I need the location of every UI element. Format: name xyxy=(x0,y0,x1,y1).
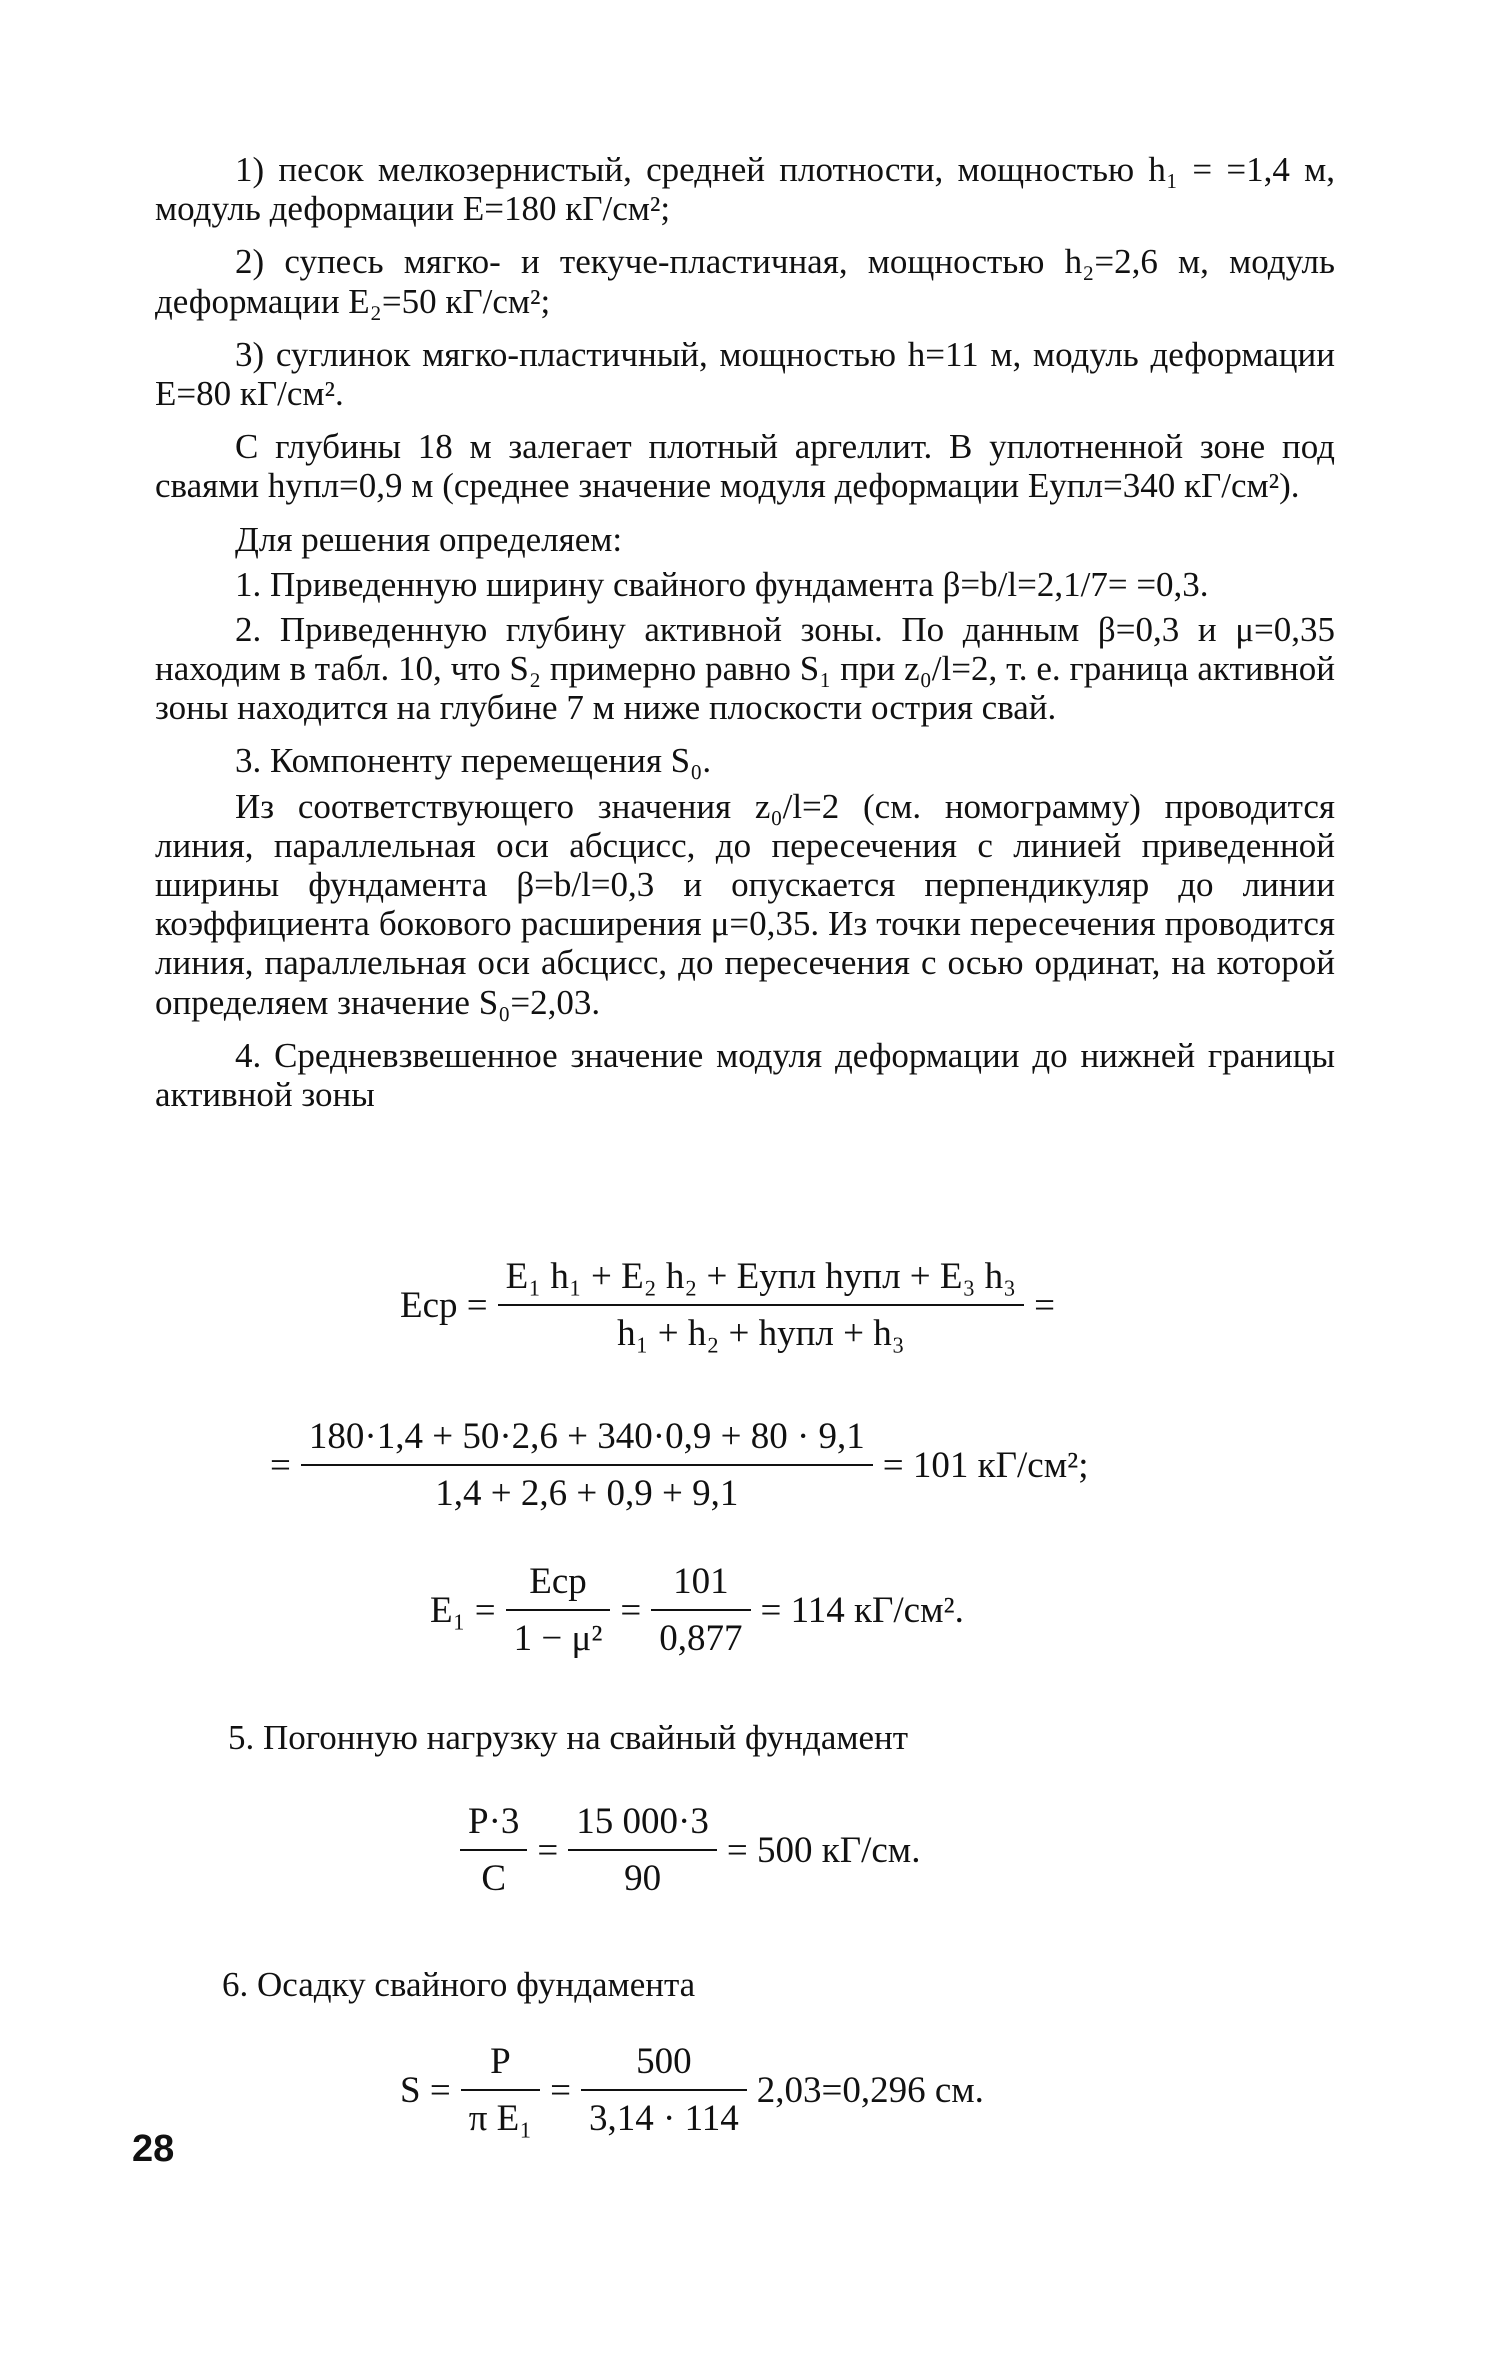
numerator: P·3 xyxy=(468,1801,520,1842)
step-5: 5. Погонную нагрузку на свайный фундамент xyxy=(228,1718,909,1757)
denominator: C xyxy=(460,1849,527,1900)
denominator: 1,4 + 2,6 + 0,9 + 9,1 xyxy=(301,1464,873,1515)
fraction xyxy=(301,1415,873,1515)
numerator: E₁ h₁ + E₂ h₂ + Eупл hупл + E₃ h₃ xyxy=(505,1256,1017,1297)
numerator: P xyxy=(490,2041,511,2082)
step-3: 3. Компоненту перемещения S₀. xyxy=(235,741,712,781)
step-2: 2. Приведенную глубину активной зоны. По данным β=0,3 и μ=0,35 находим в табл. 10, что S₂ примерно равно S₁ при z₀/l=2, т. е. граница активной зоны находится на глубине 7 м ниже плоскости острия свай. xyxy=(155,609,1335,728)
step-3-description: Из соответствующего значения z₀/l=2 (см. номограмму) проводится линия, параллельная оси абсцисс, до пересечения с линией приведенной ширины фундамента β=b/l=0,3 и опускается перпендикуляр до линии коэффициента бокового расширения μ=0,35. Из точки пересечения проводится линия, параллельная оси абсцисс, до пересечения с осью ординат, на которой определяем значение S₀=2,03. xyxy=(155,786,1335,1022)
equals-sign: = xyxy=(550,2069,572,2111)
denominator: 90 xyxy=(568,1849,717,1900)
denominator: π E₁ xyxy=(461,2089,540,2140)
formula-mean-modulus-numeric xyxy=(260,1415,1099,1515)
numerator: 15 000·3 xyxy=(576,1801,709,1842)
numerator: 500 xyxy=(636,2041,692,2082)
fraction-1 xyxy=(461,2040,540,2140)
formula-settlement xyxy=(390,2040,994,2140)
formula-lhs: = xyxy=(270,1444,291,1486)
fraction xyxy=(498,1255,1024,1355)
fraction-2 xyxy=(651,1560,750,1660)
step-6: 6. Осадку свайного фундамента xyxy=(222,1965,696,2004)
formula-lhs: S = xyxy=(400,2069,451,2111)
formula-linear-load xyxy=(460,1800,930,1900)
step-1: 1. Приведенную ширину свайного фундамента β=b/l=2,1/7= =0,3. xyxy=(235,564,1209,604)
equals-sign: = xyxy=(537,1829,559,1871)
denominator: h₁ + h₂ + hупл + h₃ xyxy=(498,1304,1024,1355)
formula-tail: = xyxy=(1034,1284,1055,1326)
numerator: 101 xyxy=(673,1561,729,1602)
numerator: 180·1,4 + 50·2,6 + 340·0,9 + 80 · 9,1 xyxy=(308,1416,865,1457)
formula-lhs: Eср = xyxy=(400,1284,488,1326)
fraction-1 xyxy=(506,1560,611,1660)
page-number: 28 xyxy=(132,2128,175,2170)
formula-tail: 2,03=0,296 см. xyxy=(756,2069,984,2111)
denominator: 0,877 xyxy=(651,1609,750,1660)
numerator: Eср xyxy=(529,1561,587,1602)
formula-tail: = 101 кГ/см²; xyxy=(882,1444,1089,1486)
fraction-1 xyxy=(460,1800,527,1900)
soil-layer-3: 3) суглинок мягко-пластичный, мощностью h=11 м, модуль деформации E=80 кГ/см². xyxy=(155,334,1335,413)
fraction-2 xyxy=(581,2040,747,2140)
denominator: 1 − μ² xyxy=(506,1609,611,1660)
formula-tail: = 500 кГ/см. xyxy=(726,1829,921,1871)
equals-sign: = xyxy=(620,1589,642,1631)
formula-e1 xyxy=(420,1560,974,1660)
soil-layer-1: 1) песок мелкозернистый, средней плотности, мощностью h₁ = =1,4 м, модуль деформации E=180 кГ/см²; xyxy=(155,150,1335,229)
formula-lhs: E₁ = xyxy=(430,1589,496,1631)
text-body xyxy=(155,150,1335,1128)
solution-intro: Для решения определяем: xyxy=(235,519,623,559)
formula-mean-modulus xyxy=(390,1255,1065,1355)
formula-tail: = 114 кГ/см². xyxy=(760,1589,964,1631)
bedrock-paragraph: С глубины 18 м залегает плотный аргеллит. В уплотненной зоне под сваями hупл=0,9 м (среднее значение модуля деформации Eупл=340 кГ/см²). xyxy=(155,427,1335,506)
step-4: 4. Средневзвешенное значение модуля деформации до нижней границы активной зоны xyxy=(155,1035,1335,1114)
soil-layer-2: 2) супесь мягко- и текуче-пластичная, мощностью h₂=2,6 м, модуль деформации E₂=50 кГ/см²; xyxy=(155,242,1335,321)
fraction-2 xyxy=(568,1800,717,1900)
denominator: 3,14 · 114 xyxy=(581,2089,747,2140)
